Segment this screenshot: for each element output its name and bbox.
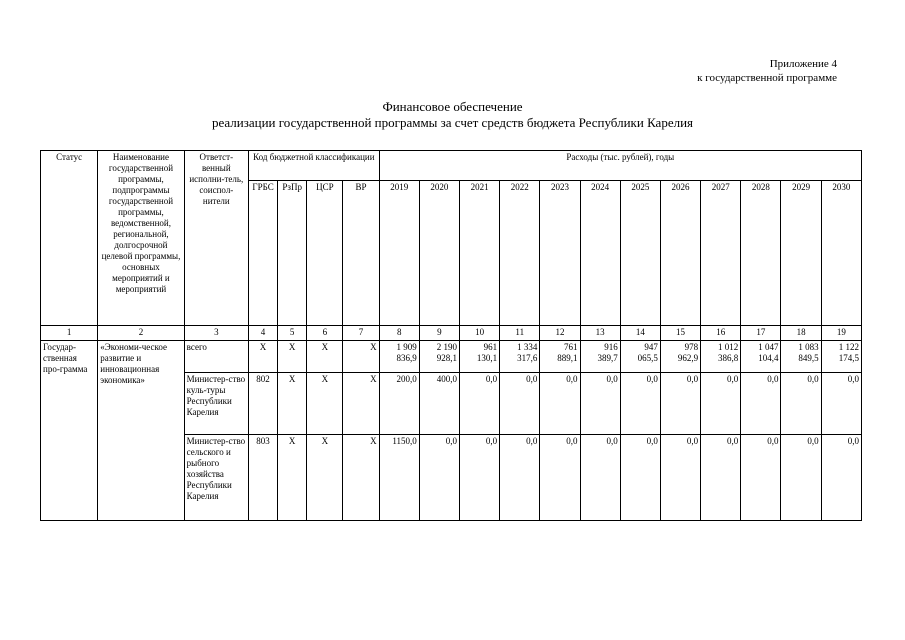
value-cell: 1 909 836,9 [379, 341, 419, 373]
title-line-2: реализации государственной программы за счет средств бюджета Республики Карелия [211, 115, 694, 130]
value-cell: 0,0 [500, 435, 540, 521]
column-number: 11 [500, 326, 540, 341]
column-number: 1 [41, 326, 98, 341]
value-cell: 2 190 928,1 [419, 341, 459, 373]
value-cell: 1 122 174,5 [821, 341, 861, 373]
page-title [0, 99, 905, 131]
header-name: Наименование государственной программы, подпрограммы государственной программы, ведомственной, региональной, долгосрочной целевой программы, основных мероприятий и мероприятий [98, 151, 184, 326]
executor-cell: всего [184, 341, 248, 373]
header-year: 2027 [701, 181, 741, 326]
value-cell: 1 334 317,6 [500, 341, 540, 373]
executor-cell: Министер-ство сельского и рыбного хозяйства Республики Карелия [184, 435, 248, 521]
grbs-cell: Х [248, 341, 277, 373]
column-number: 4 [248, 326, 277, 341]
csr-cell: Х [307, 341, 343, 373]
value-cell: 0,0 [781, 435, 821, 521]
value-cell: 0,0 [660, 435, 700, 521]
value-cell: 200,0 [379, 373, 419, 435]
value-cell: 947 065,5 [620, 341, 660, 373]
header-executor: Ответст-венный исполни-тель, соиспол-нители [184, 151, 248, 326]
value-cell: 0,0 [620, 373, 660, 435]
header-year: 2029 [781, 181, 821, 326]
rzpr-cell: Х [278, 341, 307, 373]
header-year: 2022 [500, 181, 540, 326]
column-number: 14 [620, 326, 660, 341]
header-year: 2026 [660, 181, 700, 326]
vr-cell: Х [343, 341, 379, 373]
column-number: 17 [741, 326, 781, 341]
header-year: 2024 [580, 181, 620, 326]
value-cell: 1 083 849,5 [781, 341, 821, 373]
column-number-row [41, 326, 862, 341]
column-number: 2 [98, 326, 184, 341]
value-cell: 0,0 [821, 373, 861, 435]
header-grbs: ГРБС [248, 181, 277, 326]
column-number: 7 [343, 326, 379, 341]
column-number: 18 [781, 326, 821, 341]
value-cell: 0,0 [419, 435, 459, 521]
header-year: 2023 [540, 181, 580, 326]
grbs-cell: 802 [248, 373, 277, 435]
grbs-cell: 803 [248, 435, 277, 521]
value-cell: 916 389,7 [580, 341, 620, 373]
column-number: 5 [278, 326, 307, 341]
rzpr-cell: Х [278, 373, 307, 435]
value-cell: 0,0 [660, 373, 700, 435]
column-number: 3 [184, 326, 248, 341]
header-expenses: Расходы (тыс. рублей), годы [379, 151, 861, 181]
executor-cell: Министер-ство куль-туры Республики Карелия [184, 373, 248, 435]
program-name: «Экономи-ческое развитие и инновационная экономика» [98, 341, 184, 521]
column-number: 15 [660, 326, 700, 341]
value-cell: 978 962,9 [660, 341, 700, 373]
appendix-number: Приложение 4 [769, 58, 837, 70]
rzpr-cell: Х [278, 435, 307, 521]
csr-cell: Х [307, 373, 343, 435]
column-number: 12 [540, 326, 580, 341]
header-year: 2025 [620, 181, 660, 326]
header-status: Статус [41, 151, 98, 326]
header-vr: ВР [343, 181, 379, 326]
value-cell: 0,0 [741, 435, 781, 521]
title-line-1: Финансовое обеспечение [382, 99, 523, 114]
value-cell: 961 130,1 [459, 341, 499, 373]
program-status: Государ-ственная про-грамма [41, 341, 98, 521]
column-number: 8 [379, 326, 419, 341]
value-cell: 400,0 [419, 373, 459, 435]
header-year: 2028 [741, 181, 781, 326]
header-row-1 [41, 151, 862, 181]
column-number: 16 [701, 326, 741, 341]
column-number: 19 [821, 326, 861, 341]
value-cell: 0,0 [459, 373, 499, 435]
value-cell: 0,0 [500, 373, 540, 435]
header-year: 2019 [379, 181, 419, 326]
value-cell: 0,0 [781, 373, 821, 435]
vr-cell: Х [343, 373, 379, 435]
csr-cell: Х [307, 435, 343, 521]
value-cell: 0,0 [701, 373, 741, 435]
column-number: 9 [419, 326, 459, 341]
value-cell: 0,0 [540, 435, 580, 521]
value-cell: 0,0 [701, 435, 741, 521]
value-cell: 0,0 [821, 435, 861, 521]
value-cell: 0,0 [741, 373, 781, 435]
header-year: 2020 [419, 181, 459, 326]
value-cell: 0,0 [620, 435, 660, 521]
header-csr: ЦСР [307, 181, 343, 326]
appendix-note [697, 57, 837, 85]
value-cell: 1150,0 [379, 435, 419, 521]
vr-cell: Х [343, 435, 379, 521]
value-cell: 0,0 [459, 435, 499, 521]
column-number: 10 [459, 326, 499, 341]
header-year: 2021 [459, 181, 499, 326]
table-row [41, 341, 862, 373]
appendix-reference: к государственной программе [697, 72, 837, 84]
value-cell: 1 047 104,4 [741, 341, 781, 373]
header-budget-code: Код бюджетной классификации [248, 151, 379, 181]
value-cell: 761 889,1 [540, 341, 580, 373]
financing-table [40, 150, 862, 521]
value-cell: 1 012 386,8 [701, 341, 741, 373]
column-number: 13 [580, 326, 620, 341]
column-number: 6 [307, 326, 343, 341]
header-year: 2030 [821, 181, 861, 326]
value-cell: 0,0 [580, 373, 620, 435]
header-rzpr: РзПр [278, 181, 307, 326]
value-cell: 0,0 [580, 435, 620, 521]
value-cell: 0,0 [540, 373, 580, 435]
